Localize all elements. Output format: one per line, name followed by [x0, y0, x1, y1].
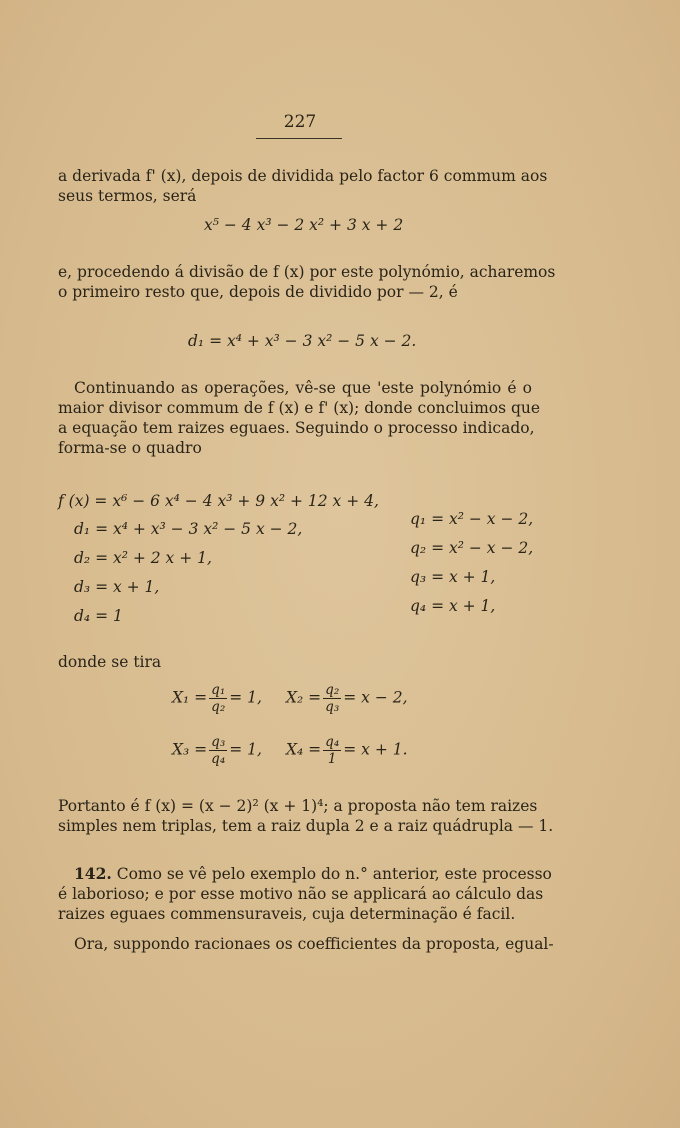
table-right-row: q₃ = x + 1, — [410, 568, 496, 586]
paragraph-2 — [58, 262, 556, 302]
paragraph-3 — [58, 378, 541, 458]
fraction-denominator: 1 — [327, 751, 337, 767]
fraction-lhs: X₄ = — [286, 740, 322, 759]
fraction-x1 — [172, 682, 262, 715]
text-line: forma-se o quadro — [58, 439, 202, 457]
fraction-x2 — [286, 682, 408, 715]
fraction-denominator: q₃ — [325, 699, 340, 715]
text-line: maior divisor commum de f (x) e f' (x); donde concluimos que — [58, 399, 541, 417]
text-line: seus termos, será — [58, 187, 197, 205]
paragraph-donde — [58, 652, 532, 672]
fraction-lhs: X₂ = — [286, 688, 322, 707]
text-line: raizes eguaes commensuraveis, cuja determinação é facil. — [58, 905, 516, 923]
text-line: a derivada f' (x), depois de dividida pelo factor 6 commum aos — [58, 167, 548, 185]
fraction-rhs: = 1, — [229, 740, 262, 759]
paragraph-1 — [58, 166, 548, 206]
fraction-lhs: X₁ = — [172, 688, 208, 707]
paragraph-4 — [58, 796, 554, 836]
table-right-row: q₂ = x² − x − 2, — [410, 539, 534, 557]
header-rule — [256, 138, 342, 139]
fraction-numerator: q₃ — [211, 734, 226, 750]
text-line: o primeiro resto que, depois de dividido por — 2, é — [58, 283, 458, 301]
section-142 — [58, 864, 552, 924]
text-line — [58, 864, 552, 884]
text-line: Ora, suppondo racionaes os coefficientes da proposta, egual- — [74, 935, 554, 953]
fraction-rhs: = x − 2, — [343, 688, 408, 707]
section-first-line: Como se vê pelo exemplo do n.° anterior, este processo — [116, 865, 552, 883]
table-left-row: f (x) = x⁶ − 6 x⁴ − 4 x³ + 9 x² + 12 x + 4, — [58, 492, 379, 510]
text-line: Portanto é f (x) = (x − 2)² (x + 1)⁴; a proposta não tem raizes — [58, 797, 538, 815]
text-line: simples nem triplas, tem a raiz dupla 2 e a raiz quádrupla — 1. — [58, 817, 554, 835]
fraction-lhs: X₃ = — [172, 740, 208, 759]
table-left-row: d₃ = x + 1, — [74, 578, 160, 596]
page-number: 227 — [283, 112, 317, 132]
text-line: donde se tira — [58, 653, 162, 671]
fraction-numerator: q₄ — [325, 734, 340, 750]
text-line: é laborioso; e por esse motivo não se applicará ao cálculo das — [58, 885, 544, 903]
fraction-x4 — [286, 734, 408, 767]
fraction-x3 — [172, 734, 262, 767]
fraction-numerator: q₂ — [325, 682, 340, 698]
paragraph-6 — [58, 934, 554, 954]
table-right-row: q₄ = x + 1, — [410, 597, 496, 615]
text-line: a equação tem raizes eguaes. Seguindo o processo indicado, — [58, 419, 535, 437]
equation-polynomial: x⁵ − 4 x³ − 2 x² + 3 x + 2 — [204, 216, 404, 234]
fraction-rhs: = 1, — [229, 688, 262, 707]
table-left-row: d₄ = 1 — [74, 607, 123, 625]
section-number: 142. — [74, 864, 112, 883]
table-right-row: q₁ = x² − x − 2, — [410, 510, 534, 528]
fraction-rhs: = x + 1. — [343, 740, 408, 759]
table-left-row: d₁ = x⁴ + x³ − 3 x² − 5 x − 2, — [74, 520, 303, 538]
text-line: e, procedendo á divisão de f (x) por este polynómio, acharemos — [58, 263, 556, 281]
fraction-denominator: q₄ — [211, 751, 226, 767]
table-left-row: d₂ = x² + 2 x + 1, — [74, 549, 212, 567]
equation-d1: d₁ = x⁴ + x³ − 3 x² − 5 x − 2. — [188, 332, 417, 350]
fraction-numerator: q₁ — [211, 682, 226, 698]
fraction-denominator: q₂ — [211, 699, 226, 715]
text-line: Continuando as operações, vê-se que 'este polynómio é o — [74, 379, 532, 397]
